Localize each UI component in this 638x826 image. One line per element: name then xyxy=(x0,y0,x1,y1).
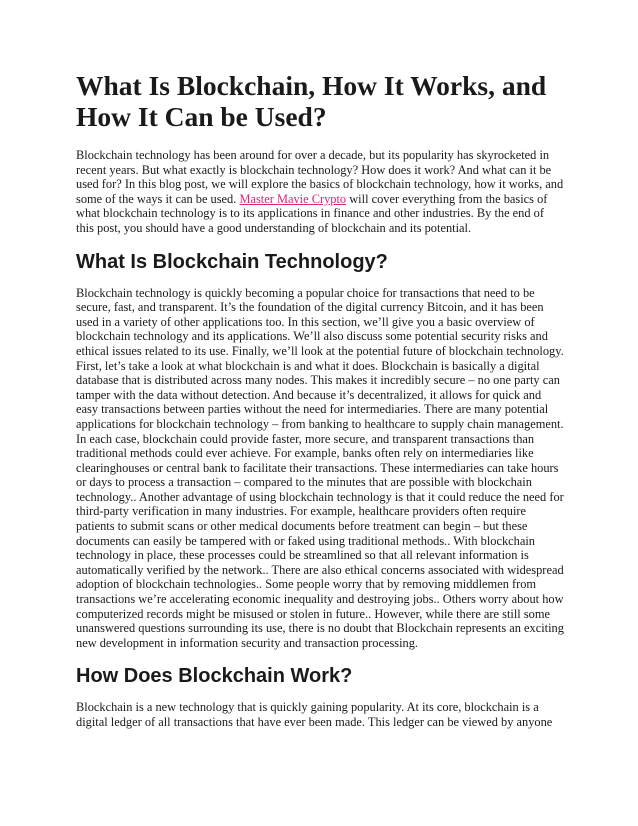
intro-paragraph xyxy=(76,148,564,236)
article-title: What Is Blockchain, How It Works, and How It Can be Used? xyxy=(76,70,547,132)
intro-text-before-link: Blockchain technology has been around for over a decade, but its popularity has skyrocketed in recent years. But what exactly is blockchain technology? How does it work? And what can it be used for? In this blog post, we will explore the basics of blockchain technology, how it works, and some of the ways it can be used. xyxy=(76,148,564,206)
section-heading: How Does Blockchain Work? xyxy=(76,665,353,688)
section-how-does-blockchain-work xyxy=(76,664,564,729)
section-body: Blockchain is a new technology that is quickly gaining popularity. At its core, blockchain is a digital ledger of all transactions that have ever been made. This ledger can be viewed by anyone xyxy=(76,700,553,729)
section-what-is-blockchain xyxy=(76,250,564,651)
section-heading: What Is Blockchain Technology? xyxy=(76,250,388,273)
master-mavie-crypto-link[interactable]: Master Mavie Crypto xyxy=(239,191,347,206)
section-body: Blockchain technology is quickly becoming a popular choice for transactions that need to be secure, fast, and transparent. It’s the foundation of the digital currency Bitcoin, and it has been used in a variety of other applications too. In this section, we’ll give you a basic overview of blockchain technology and its applications. We’ll also discuss some potential security risks and ethical issues related to its use. Finally, we’ll look at the potential future of blockchain technology. First, let’s take a look at what blockchain is and what it does. Blockchain is basically a digital database that is distributed across many nodes. This makes it incredibly secure – no one party can tamper with the data without detection. And because it’s decentralized, it allows for quick and easy transactions between parties without the need for intermediaries. There are many potential applications for blockchain technology – from banking to healthcare to supply chain management. In each case, blockchain could provide faster, more secure, and transparent transactions than traditional methods could ever achieve. For example, banks often rely on intermediaries like clearinghouses or central bank to facilitate their transactions. These intermediaries can take hours or days to process a transaction – compared to the minutes that are possible with blockchain technology.. Another advantage of using blockchain technology is that it could reduce the need for third-party verification in many industries. For example, healthcare providers often require patients to submit scans or other medical documents before treatment can begin – but these documents can easily be tampered with or faked using traditional methods.. With blockchain technology in place, these processes could be streamlined so that all relevant information is automatically verified by the network.. There are also ethical concerns associated with widespread adoption of blockchain technologies.. Some people worry that by removing middlemen from transactions we’re accelerating economic inequality and destroying jobs.. Others worry about how computerized records might be misused or stolen in future.. However, while there are still some unanswered questions surrounding its use, there is no doubt that Blockchain represents an exciting new development in information security and transaction processing. xyxy=(76,285,564,650)
intro-text-after-link: will cover everything from the basics of what blockchain technology is to its applications in finance and other industries. By the end of this post, you should have a good understanding of blockchain and its potential. xyxy=(76,191,548,235)
